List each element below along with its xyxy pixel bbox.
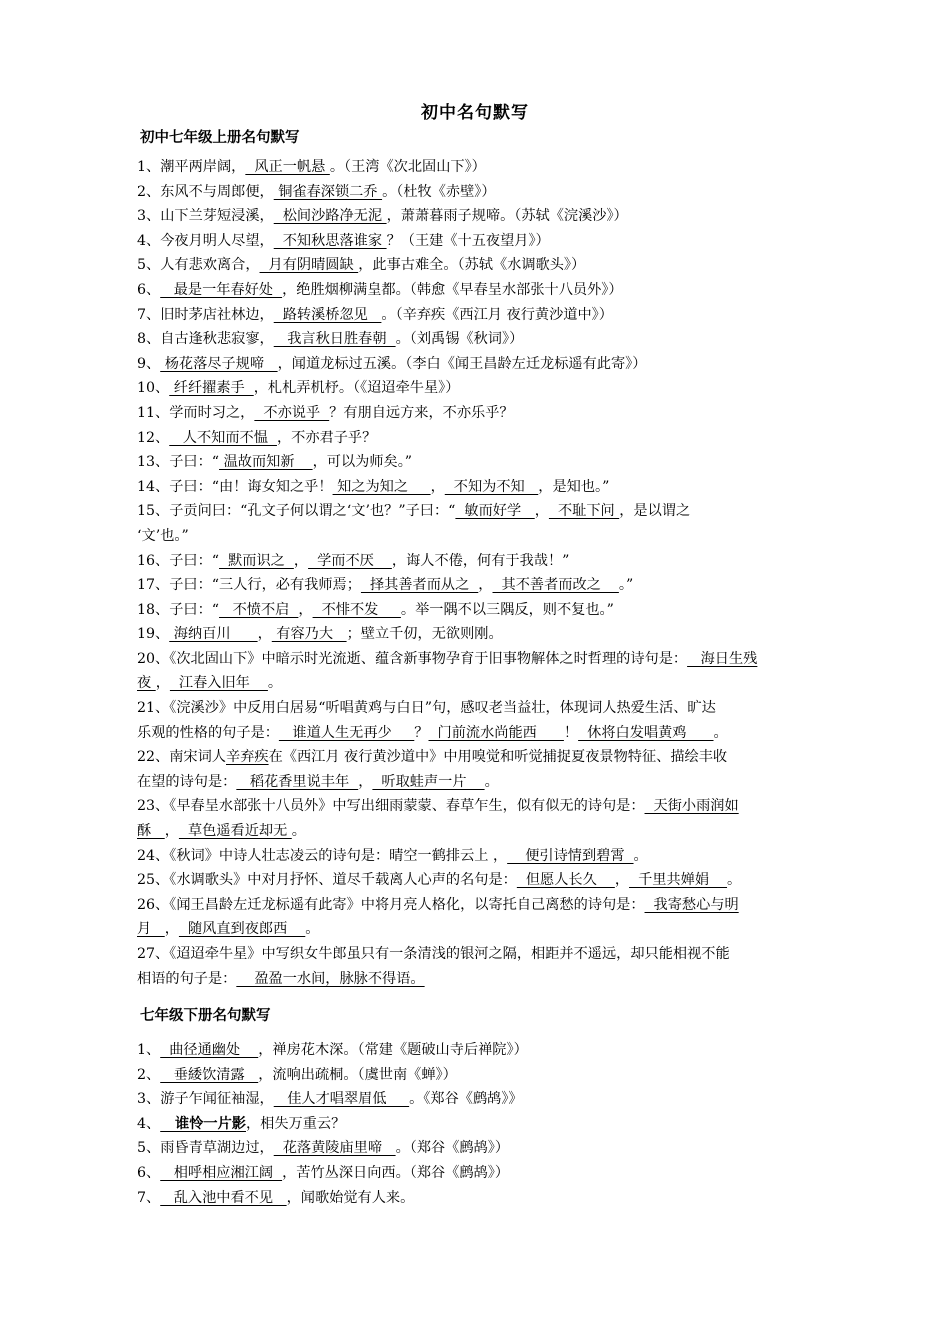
line-text: 3、山下兰芽短浸溪， xyxy=(137,208,274,225)
verse-line xyxy=(137,155,817,180)
verse-line xyxy=(137,893,817,918)
line-text: ， xyxy=(164,921,179,938)
line-text: ，诲人不倦，何有于我哉！” xyxy=(391,552,570,569)
line-text: ！ xyxy=(563,724,579,741)
line-text: 。 xyxy=(633,847,648,864)
verse-line xyxy=(137,1063,817,1088)
answer-blank: 千里共婵娟 xyxy=(629,872,728,889)
verse-line xyxy=(137,1136,817,1161)
line-text: 。 xyxy=(305,921,320,938)
line-text: 1、 xyxy=(137,1042,161,1058)
line-text: ，此事古难全。（苏轼《水调歌头》） xyxy=(358,257,586,274)
verse-line xyxy=(137,278,817,303)
answer-blank: 但愿人长久 xyxy=(516,872,615,889)
answer-blank: 不愤不启 xyxy=(219,601,299,618)
verse-line xyxy=(137,868,817,893)
answer-blank: 谁怜一片影 xyxy=(160,1115,246,1132)
line-text: 。 xyxy=(713,724,728,741)
answer-blank: 我寄愁心与明 xyxy=(644,896,739,913)
answer-blank: 有容乃大 xyxy=(271,626,347,643)
line-text: ，札札弄机杼。（《迢迢牵牛星》） xyxy=(253,380,460,397)
verse-line xyxy=(137,327,817,352)
verse-line xyxy=(137,770,817,795)
line-text: 。” xyxy=(618,577,634,594)
answer-blank: 月 xyxy=(137,921,165,938)
answer-blank: 盈盈一水间，脉脉不得语。 xyxy=(236,970,425,987)
line-text: 15、子贡问曰：“孔文子何以谓之‘文’也？”子曰：“ xyxy=(137,503,456,520)
line-text: ，禅房花木深。（常建《题破山寺后禅院》） xyxy=(258,1042,528,1058)
line-text: ？（王建《十五夜望月》） xyxy=(386,232,550,249)
line-text: ？有朋自远方来，不亦乐乎？ xyxy=(329,404,514,421)
verse-line xyxy=(137,426,817,451)
line-text: 6、 xyxy=(137,281,161,298)
line-text: ，不亦君子乎？ xyxy=(276,429,377,446)
answer-blank: 默而识之 xyxy=(219,552,294,569)
verse-line xyxy=(137,647,817,672)
answer-blank: 学而不厌 xyxy=(308,552,392,569)
section-heading-grade7-vol1: 初中七年级上册名句默写 xyxy=(140,130,300,146)
line-text: 17、子曰：“三人行，必有我师焉； xyxy=(137,577,361,594)
line-text: ， xyxy=(257,626,272,643)
answer-blank: 知之为知之 xyxy=(332,478,431,495)
answer-blank: 不耻下问 xyxy=(548,503,620,520)
line-text: 。（郑谷《鹧鸪》） xyxy=(395,1140,510,1157)
verse-line xyxy=(137,1038,817,1063)
verse-line xyxy=(137,499,817,524)
verse-line xyxy=(137,524,817,549)
line-text: ， xyxy=(293,552,309,569)
verse-line xyxy=(137,598,817,623)
line-text: ，闻道龙标过五溪。（李白《闻王昌龄左迁龙标遥有此寄》） xyxy=(277,355,647,372)
line-text: 24、《秋词》中诗人壮志凌云的诗句是：晴空一鹤排云上 ， xyxy=(137,847,508,864)
line-text: 16、子曰：“ xyxy=(137,552,220,569)
line-text: 。 xyxy=(291,823,306,840)
answer-blank: 其不善者而改之 xyxy=(492,577,619,594)
answer-blank: 花落黄陵庙里啼 xyxy=(273,1140,396,1157)
line-text: 6、 xyxy=(137,1164,161,1181)
verse-line xyxy=(137,573,817,598)
line-text: 。（刘禹锡《秋词》） xyxy=(395,331,524,348)
line-text: 7、旧时茅店社林边， xyxy=(137,306,274,323)
section-heading-grade7-vol2: 七年级下册名句默写 xyxy=(140,1008,271,1024)
answer-blank: 铜雀春深锁二乔 xyxy=(273,183,383,200)
line-text: 27、《迢迢牵牛星》中写织女牛郎虽只有一条清浅的银河之隔，相距并不遥远，却只能相视不能 xyxy=(137,946,730,962)
answer-blank: 门前流水尚能西 xyxy=(428,724,564,741)
verse-line xyxy=(137,671,817,696)
line-text: ， xyxy=(614,872,630,889)
line-text: 乐观的性格的句子是： xyxy=(137,724,279,741)
line-text: 8、自古逢秋悲寂寥， xyxy=(137,331,274,348)
answer-blank: 江春入旧年 xyxy=(169,675,268,692)
verse-line xyxy=(137,401,817,426)
answer-blank: 杨花落尽子规啼 xyxy=(160,355,278,372)
line-text: 。举一隅不以三隅反，则不复也。” xyxy=(400,601,614,618)
line-text: ，闻歌始觉有人来。 xyxy=(286,1189,415,1206)
answer-blank: 听取蛙声一片 xyxy=(372,773,485,790)
verse-line xyxy=(137,229,817,254)
line-text: 4、 xyxy=(137,1115,161,1132)
line-text: 在《西江月 夜行黄沙道中》中用嗅觉和听觉捕捉夏夜景物特征、描绘丰收 xyxy=(268,749,728,766)
answer-blank: 人不知而不愠 xyxy=(169,429,277,446)
line-text: 10、 xyxy=(137,380,170,397)
answer-blank: 相呼相应湘江阔 xyxy=(160,1164,283,1181)
line-text: 26、《闻王昌龄左迁龙标遥有此寄》中将月亮人格化，以寄托自己离愁的诗句是： xyxy=(137,896,645,913)
line-text: 22、南宋词人 xyxy=(137,749,226,766)
line-text: 4、今夜月明人尽望， xyxy=(137,232,274,249)
line-text: 2、 xyxy=(137,1066,161,1083)
line-text: 9、 xyxy=(137,355,161,372)
answer-blank: 辛弃疾 xyxy=(226,749,269,766)
answer-blank: 乱入池中看不见 xyxy=(160,1189,287,1206)
verse-line xyxy=(137,475,817,500)
line-text: ；壁立千仞，无欲则刚。 xyxy=(346,626,503,643)
line-text: ， xyxy=(155,675,170,692)
line-text: 12、 xyxy=(137,429,170,446)
verse-line xyxy=(137,794,817,819)
line-text: 。 xyxy=(267,675,283,692)
answer-blank: 天街小雨润如 xyxy=(644,798,739,815)
answer-blank: 温故而知新 xyxy=(219,454,313,471)
answer-blank: 月有阴晴圆缺 xyxy=(259,257,359,274)
verse-line xyxy=(137,253,817,278)
answer-blank: 不知秋思落谁家 xyxy=(273,232,387,249)
line-text: 2、东风不与周郎便， xyxy=(137,183,274,200)
section-grade7-vol2-lines xyxy=(137,1038,817,1210)
line-text: ，萧萧暮雨子规啼。（苏轼《浣溪沙》） xyxy=(386,208,628,225)
answer-blank: 不悱不发 xyxy=(312,601,401,618)
line-text: 。 xyxy=(727,872,742,889)
answer-blank: 佳人才唱翠眉低 xyxy=(273,1091,410,1108)
line-text: ， xyxy=(164,823,179,840)
verse-line xyxy=(137,352,817,377)
answer-blank: 草色遥看近却无 xyxy=(178,823,292,840)
answer-blank: 酥 xyxy=(137,823,165,840)
answer-blank: 夜 xyxy=(137,675,156,692)
answer-blank: 海纳百川 xyxy=(169,626,258,643)
answer-blank: 稻花香里说丰年 xyxy=(236,773,359,790)
verse-line xyxy=(137,1161,817,1186)
line-text: 相语的句子是： xyxy=(137,970,237,987)
line-text: ，可以为师矣。” xyxy=(312,454,413,471)
line-text: 1、潮平两岸阔， xyxy=(137,159,246,175)
verse-line xyxy=(137,204,817,229)
line-text: 。（王湾《次北固山下》） xyxy=(329,159,486,175)
line-text: 。（杜牧《赤壁》） xyxy=(382,183,496,200)
verse-line xyxy=(137,844,817,869)
answer-blank: 我言秋日胜春朝 xyxy=(273,331,396,348)
answer-blank: 垂緌饮清露 xyxy=(160,1066,259,1083)
answer-blank: 风正一帆悬 xyxy=(245,159,330,175)
answer-blank: 路转溪桥忽见 xyxy=(273,306,382,323)
answer-blank: 敏而好学 xyxy=(455,503,535,520)
line-text: ，相失万重云？ xyxy=(245,1115,346,1132)
line-text: 在望的诗句是： xyxy=(137,773,237,790)
answer-blank: 不亦说乎 xyxy=(254,404,330,421)
line-text: ， xyxy=(534,503,549,520)
verse-line xyxy=(137,303,817,328)
line-text: 13、子曰：“ xyxy=(137,454,220,471)
verse-line xyxy=(137,1186,817,1211)
line-text: ， xyxy=(358,773,373,790)
line-text: 3、游子乍闻征袖湿， xyxy=(137,1091,274,1108)
line-text: ， xyxy=(298,601,313,618)
line-text: 11、学而时习之， xyxy=(137,404,255,421)
answer-blank: 最是一年春好处 xyxy=(160,281,283,298)
answer-blank: 海日生残 xyxy=(687,650,758,667)
verse-line xyxy=(137,622,817,647)
answer-blank: 择其善者而从之 xyxy=(360,577,479,594)
verse-line xyxy=(137,696,817,721)
answer-blank: 曲径通幽处 xyxy=(160,1042,259,1058)
answer-blank: 随风直到夜郎西 xyxy=(178,921,306,938)
verse-line xyxy=(137,942,817,967)
line-text: 19、 xyxy=(137,626,170,643)
line-text: 23、《早春呈水部张十八员外》中写出细雨蒙蒙、春草乍生，似有似无的诗句是： xyxy=(137,798,645,815)
answer-blank: 谁道人生无再少 xyxy=(278,724,415,741)
verse-line xyxy=(137,180,817,205)
verse-line xyxy=(137,917,817,942)
line-text: 20、《次北固山下》中暗示时光流逝、蕴含新事物孕育于旧事物解体之时哲理的诗句是： xyxy=(137,650,688,667)
line-text: 5、人有悲欢离合， xyxy=(137,257,260,274)
line-text: 7、 xyxy=(137,1189,161,1206)
line-text: ，是知也。” xyxy=(538,478,610,495)
verse-line xyxy=(137,819,817,844)
line-text: 18、子曰：“ xyxy=(137,601,220,618)
answer-blank: 休将白发唱黄鸡 xyxy=(578,724,714,741)
answer-blank: 纤纤擢素手 xyxy=(169,380,254,397)
page-title: 初中名句默写 xyxy=(421,103,529,123)
line-text: ？ xyxy=(414,724,429,741)
verse-line xyxy=(137,1087,817,1112)
verse-line xyxy=(137,549,817,574)
line-text: 。（辛弃疾《西江月 夜行黄沙道中》） xyxy=(381,306,613,323)
verse-line xyxy=(137,721,817,746)
answer-blank: 不知为不知 xyxy=(444,478,539,495)
line-text: 21、《浣溪沙》中反用白居易“听唱黄鸡与白日”句，感叹老当益壮，体现词人热爱生活、旷达 xyxy=(137,700,716,717)
line-text: ， xyxy=(478,577,493,594)
line-text: 5、雨昏青草湖边过， xyxy=(137,1140,274,1157)
answer-blank: 松间沙路净无泥 xyxy=(273,208,387,225)
line-text: ，绝胜烟柳满皇都。（韩愈《早春呈水部张十八员外》） xyxy=(282,281,623,298)
line-text: ，是以谓之 xyxy=(619,503,691,520)
verse-line xyxy=(137,1112,817,1137)
answer-blank: 便引诗情到碧霄 xyxy=(507,847,634,864)
line-text: 。《郑谷《鹧鸪》》 xyxy=(409,1091,523,1108)
verse-line xyxy=(137,450,817,475)
line-text: ， xyxy=(430,478,445,495)
verse-line xyxy=(137,967,817,992)
line-text: 。 xyxy=(484,773,499,790)
line-text: ‘文’也。” xyxy=(137,527,189,544)
verse-line xyxy=(137,745,817,770)
verse-line xyxy=(137,376,817,401)
line-text: ，流响出疏桐。（虞世南《蝉》） xyxy=(258,1066,457,1083)
line-text: 25、《水调歌头》中对月抒怀、道尽千载离人心声的名句是： xyxy=(137,872,517,889)
section-grade7-vol1-lines xyxy=(137,155,817,991)
line-text: 14、子曰：“由！诲女知之乎！ xyxy=(137,478,333,495)
line-text: ，苦竹丛深日向西。（郑谷《鹧鸪》） xyxy=(282,1164,510,1181)
